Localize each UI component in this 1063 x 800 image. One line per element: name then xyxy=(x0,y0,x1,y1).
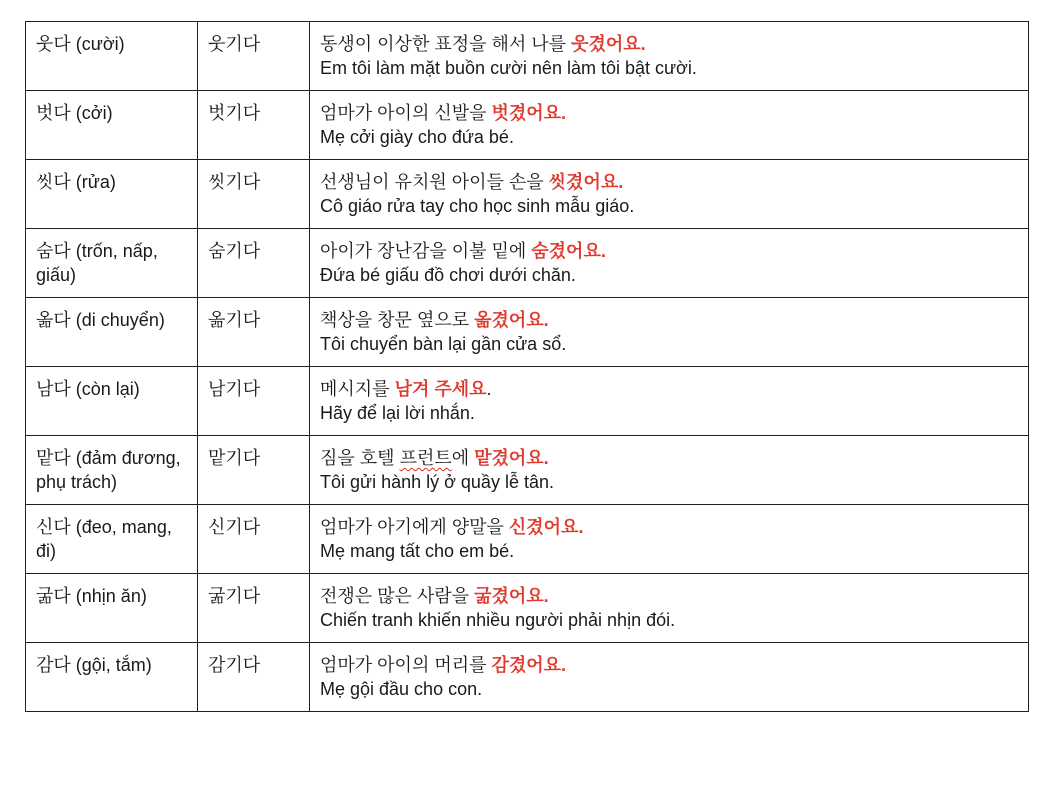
example-cell xyxy=(310,298,1029,367)
causative-verb-cell: 웃기다 xyxy=(198,22,310,91)
highlighted-causative: 감겼어요. xyxy=(491,655,567,675)
korean-example xyxy=(320,308,1018,332)
highlighted-causative: 남겨 주세요 xyxy=(394,379,487,399)
base-verb-cell: 남다 (còn lại) xyxy=(26,367,198,436)
vietnamese-translation: Mẹ mang tất cho em bé. xyxy=(320,541,515,561)
korean-example-text: 전쟁은 많은 사람을 xyxy=(320,586,475,606)
vietnamese-translation: Tôi chuyển bàn lại gần cửa sổ. xyxy=(320,334,567,354)
highlighted-causative: 신겼어요. xyxy=(508,517,584,537)
korean-example xyxy=(320,515,1018,539)
korean-example xyxy=(320,653,1018,677)
korean-example-text: 책상을 창문 옆으로 xyxy=(320,310,475,330)
korean-example-text: 메시지를 xyxy=(320,379,395,399)
causative-verbs-table xyxy=(25,21,1029,712)
korean-example-tail: . xyxy=(486,379,492,399)
korean-example xyxy=(320,101,1018,125)
example-cell xyxy=(310,229,1029,298)
base-verb-cell: 벗다 (cởi) xyxy=(26,91,198,160)
base-verb-cell: 웃다 (cười) xyxy=(26,22,198,91)
table-row xyxy=(26,229,1029,298)
korean-example xyxy=(320,584,1018,608)
korean-example xyxy=(320,32,1018,56)
causative-verb-cell: 옮기다 xyxy=(198,298,310,367)
causative-verb-cell: 씻기다 xyxy=(198,160,310,229)
causative-verb-cell: 숨기다 xyxy=(198,229,310,298)
base-verb-cell: 신다 (đeo, mang, đi) xyxy=(26,505,198,574)
causative-verb-cell: 벗기다 xyxy=(198,91,310,160)
korean-example xyxy=(320,239,1018,263)
vietnamese-translation: Đứa bé giấu đồ chơi dưới chăn. xyxy=(320,265,576,285)
korean-example-text: 동생이 이상한 표정을 해서 나를 xyxy=(320,34,572,54)
korean-example xyxy=(320,170,1018,194)
table-row xyxy=(26,160,1029,229)
korean-example xyxy=(320,377,1018,401)
table-row xyxy=(26,505,1029,574)
base-verb-cell: 맡다 (đảm đương, phụ trách) xyxy=(26,436,198,505)
table-row xyxy=(26,436,1029,505)
korean-example-text: 선생님이 유치원 아이들 손을 xyxy=(320,172,549,192)
table-row xyxy=(26,91,1029,160)
example-cell xyxy=(310,91,1029,160)
vietnamese-translation: Cô giáo rửa tay cho học sinh mẫu giáo. xyxy=(320,196,635,216)
table-row xyxy=(26,298,1029,367)
highlighted-causative: 맡겼어요. xyxy=(474,448,549,468)
example-cell xyxy=(310,160,1029,229)
table-row xyxy=(26,574,1029,643)
table-row xyxy=(26,367,1029,436)
korean-example-text: 엄마가 아이의 머리를 xyxy=(320,655,492,675)
korean-example-text: 아이가 장난감을 이불 밑에 xyxy=(320,241,532,261)
korean-example-text: 엄마가 아이의 신발을 xyxy=(320,103,492,123)
spellcheck-underlined-word[interactable]: 프런트 xyxy=(399,448,452,468)
base-verb-cell: 감다 (gội, tắm) xyxy=(26,643,198,712)
korean-example-text: 에 xyxy=(451,448,475,468)
vietnamese-translation: Tôi gửi hành lý ở quầy lễ tân. xyxy=(320,472,554,492)
korean-example-text: 짐을 호텔 xyxy=(320,448,400,468)
causative-verb-cell: 신기다 xyxy=(198,505,310,574)
korean-example xyxy=(320,446,1018,470)
highlighted-causative: 벗겼어요. xyxy=(491,103,567,123)
causative-verb-cell: 감기다 xyxy=(198,643,310,712)
base-verb-cell: 굶다 (nhịn ăn) xyxy=(26,574,198,643)
table-row xyxy=(26,643,1029,712)
table-row xyxy=(26,22,1029,91)
example-cell xyxy=(310,574,1029,643)
highlighted-causative: 숨겼어요. xyxy=(531,241,606,261)
causative-verb-cell: 맡기다 xyxy=(198,436,310,505)
example-cell xyxy=(310,436,1029,505)
highlighted-causative: 굶겼어요. xyxy=(474,586,549,606)
highlighted-causative: 웃겼어요. xyxy=(571,34,646,54)
example-cell xyxy=(310,367,1029,436)
example-cell xyxy=(310,643,1029,712)
causative-verb-cell: 남기다 xyxy=(198,367,310,436)
korean-example-text: 엄마가 아기에게 양말을 xyxy=(320,517,509,537)
vietnamese-translation: Em tôi làm mặt buồn cười nên làm tôi bật cười. xyxy=(320,58,697,78)
base-verb-cell: 씻다 (rửa) xyxy=(26,160,198,229)
vietnamese-translation: Hãy để lại lời nhắn. xyxy=(320,403,475,423)
example-cell xyxy=(310,505,1029,574)
vietnamese-translation: Mẹ cởi giày cho đứa bé. xyxy=(320,127,514,147)
base-verb-cell: 옮다 (di chuyển) xyxy=(26,298,198,367)
highlighted-causative: 옮겼어요. xyxy=(474,310,549,330)
example-cell xyxy=(310,22,1029,91)
vietnamese-translation: Chiến tranh khiến nhiều người phải nhịn đói. xyxy=(320,610,676,630)
causative-verb-cell: 굶기다 xyxy=(198,574,310,643)
vietnamese-translation: Mẹ gội đầu cho con. xyxy=(320,679,483,699)
highlighted-causative: 씻겼어요. xyxy=(548,172,624,192)
base-verb-cell: 숨다 (trốn, nấp, giấu) xyxy=(26,229,198,298)
